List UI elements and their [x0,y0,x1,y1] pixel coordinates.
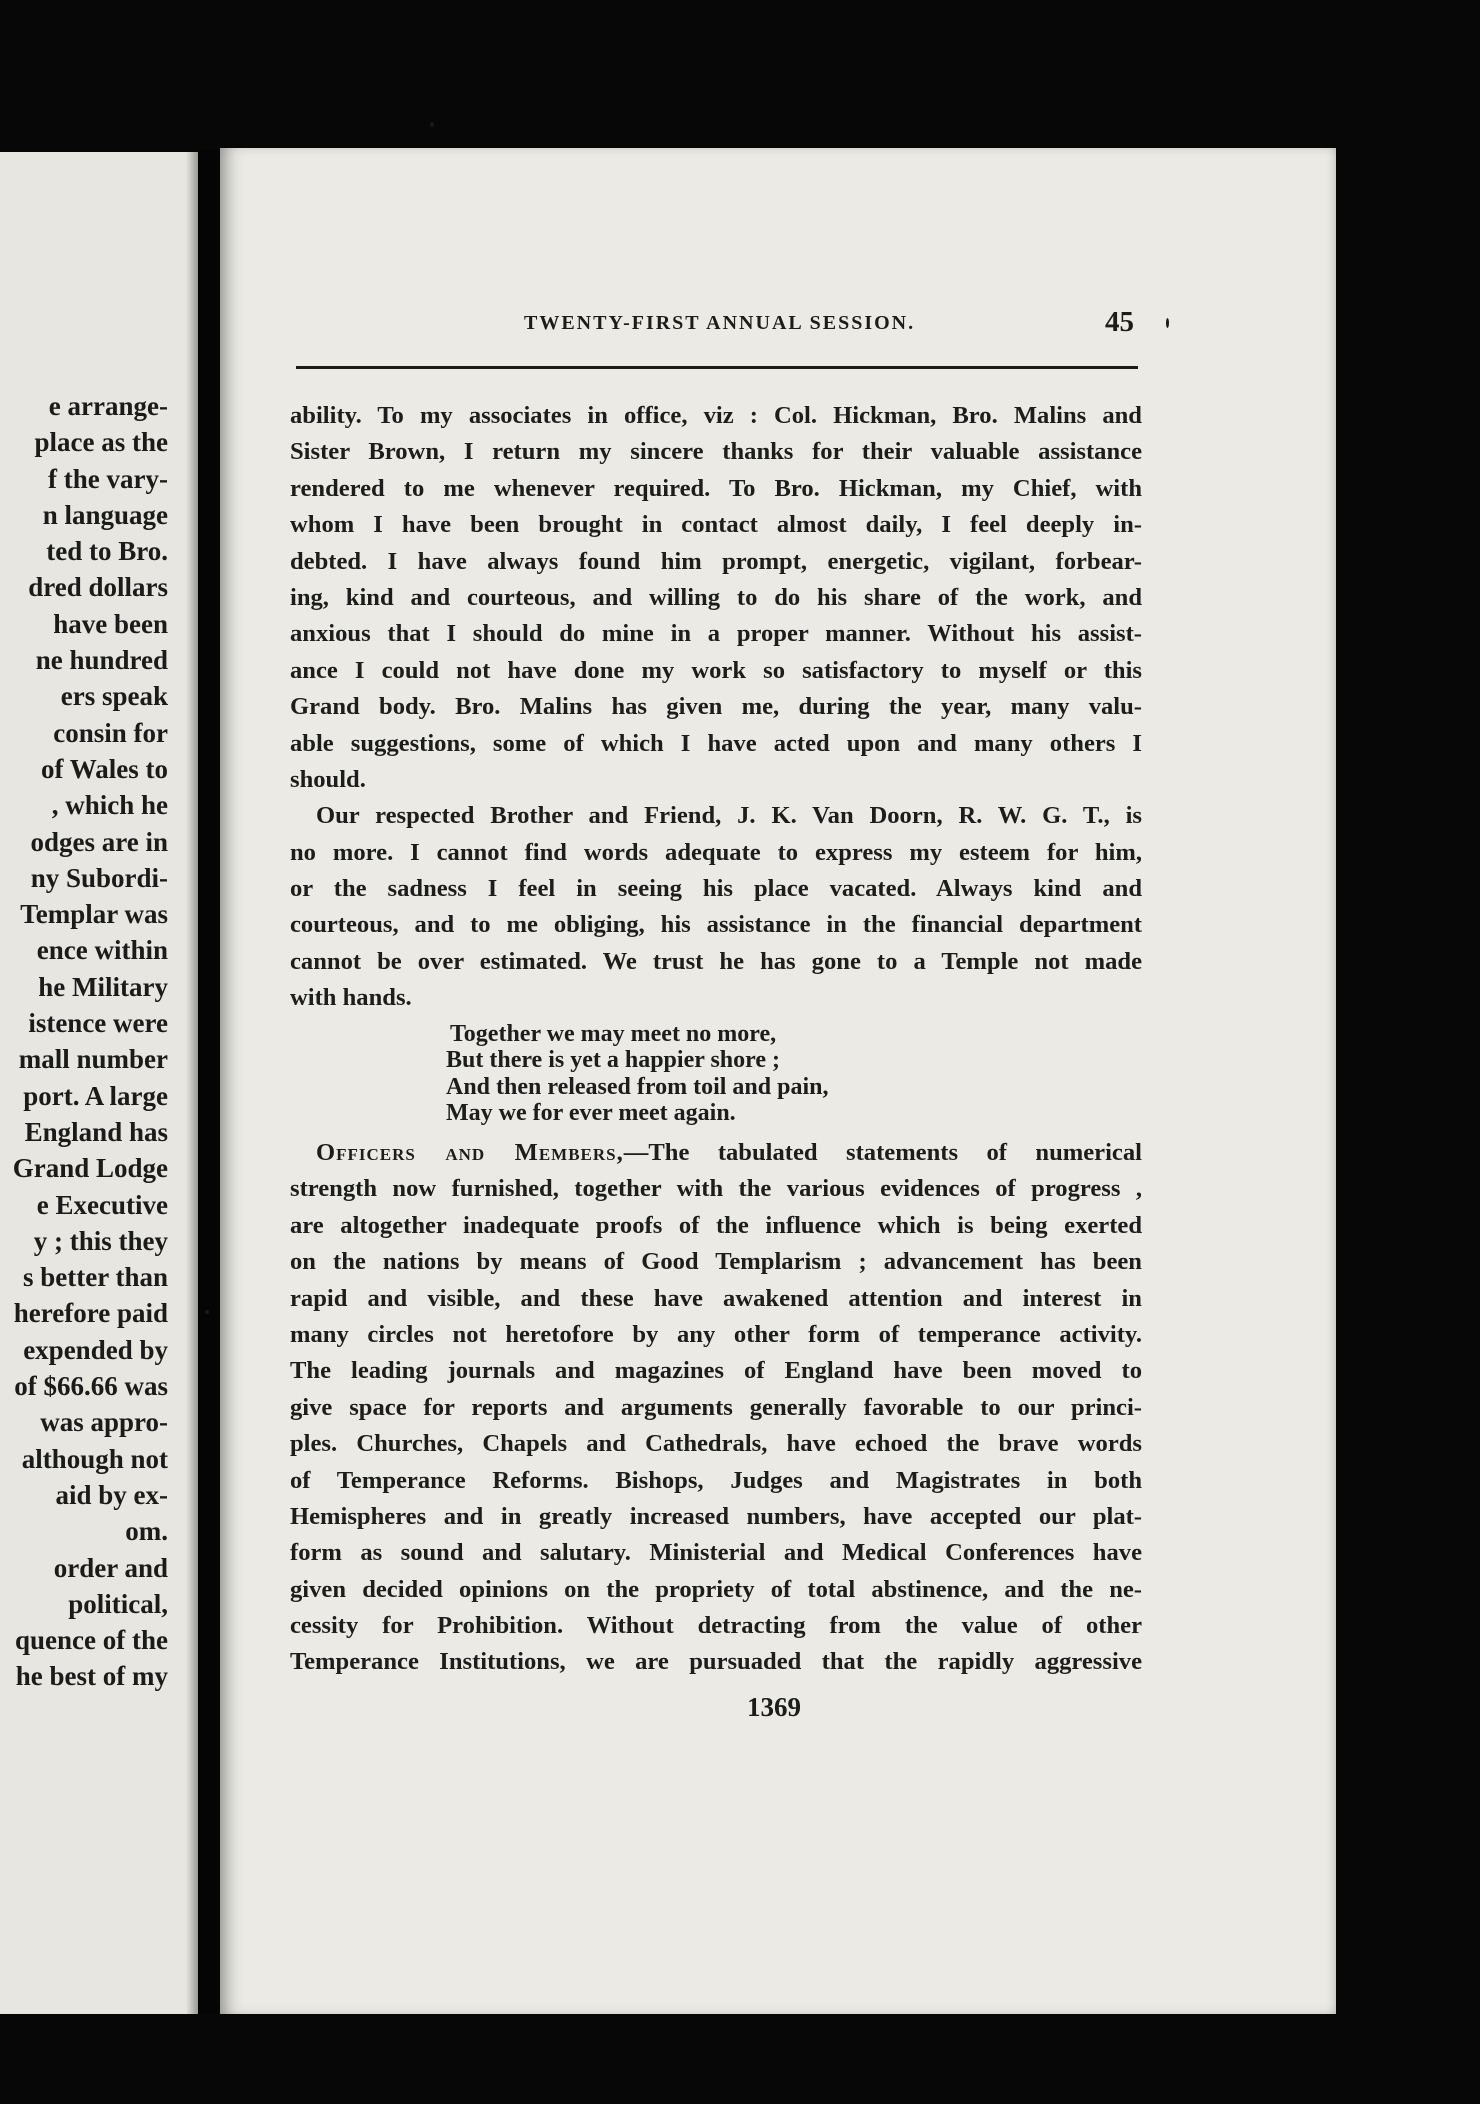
book-spine-shadow [198,150,220,2014]
previous-page-line: Grand Lodge [12,1153,168,1184]
scan-speck [205,1310,209,1314]
header-rule [296,366,1138,369]
previous-page-line: ny Subordi- [30,862,168,893]
paragraph-line: Hemispheres and in greatly increased numbers, have accepted our plat- [290,1502,1142,1530]
previous-page-line: om. [125,1516,168,1547]
memorial-verse [290,1017,1142,1135]
paragraph-line: form as sound and salutary. Ministerial and Medical Conferences have [290,1539,1142,1567]
previous-page-line: dred dollars [28,572,168,603]
previous-page-line: was appro- [40,1407,168,1438]
verse-line: But there is yet a happier shore ; [446,1047,780,1074]
paragraph-line: ability. To my associates in office, viz : Col. Hickman, Bro. Malins and [290,402,1142,429]
page-number: 45 [1105,306,1134,338]
paragraph-line: cannot be over estimated. We trust he has gone to a Temple not made [290,947,1142,975]
paragraph-line: ples. Churches, Chapels and Cathedrals, have echoed the brave words [290,1430,1142,1458]
paragraph-line: ing, kind and courteous, and willing to do his share of the work, and [290,583,1142,611]
previous-page-line: mall number [18,1044,168,1075]
paragraph-line: are altogether inadequate proofs of the influence which is being exerted [290,1211,1142,1239]
paragraph-line: Officers and Members,—The tabulated statements of numerical [316,1139,1142,1167]
paragraph-line: rapid and visible, and these have awakened attention and interest in [290,1284,1142,1312]
paragraph-line: whom I have been brought in contact almost daily, I feel deeply in- [290,511,1142,539]
paragraph-acknowledgements [290,398,1142,798]
paragraph-line: strength now furnished, together with the various evidences of progress , [290,1175,1142,1203]
previous-page-line: y ; this they [33,1225,168,1256]
previous-page-line: ted to Bro. [46,536,168,567]
paragraph-line: anxious that I should do mine in a proper manner. Without his assist- [290,620,1142,648]
paragraph-line: no more. I cannot find words adequate to express my esteem for him, [290,838,1142,866]
paragraph-line: Temperance Institutions, we are pursuaded that the rapidly aggressive [290,1648,1142,1676]
previous-page-line: ence within [36,935,168,966]
previous-page-fragment [0,152,198,2014]
scan-speck [430,122,434,127]
previous-page-line: he best of my [15,1661,168,1692]
page-gutter [186,152,198,2014]
previous-page-line: political, [68,1588,168,1619]
previous-page-line: e Executive [36,1189,168,1220]
paragraph-line: ance I could not have done my work so satisfactory to myself or this [290,656,1142,684]
page-body [290,398,1142,1681]
paragraph-line: should. [290,765,366,793]
paragraph-line: Our respected Brother and Friend, J. K. Van Doorn, R. W. G. T., is [316,802,1142,830]
previous-page-line: have been [53,608,168,639]
paragraph-line: cessity for Prohibition. Without detracting from the value of other [290,1612,1142,1640]
paragraph-line: or the sadness I feel in seeing his place vacated. Always kind and [290,875,1142,903]
previous-page-line: , which he [51,790,168,821]
previous-page-line: of Wales to [41,753,168,784]
paragraph-line: many circles not heretofore by any other form of temperance activity. [290,1320,1142,1348]
previous-page-line: istence were [28,1008,168,1039]
previous-page-line: port. A large [23,1080,168,1111]
paragraph-line: rendered to me whenever required. To Bro. Hickman, my Chief, with [290,474,1142,502]
paragraph-line: give space for reports and arguments generally favorable to our princi- [290,1393,1142,1421]
previous-page-line: England has [24,1116,168,1147]
previous-page-line: s better than [23,1262,168,1293]
previous-page-line: aid by ex- [55,1479,168,1510]
running-head-title: TWENTY-FIRST ANNUAL SESSION. [524,312,916,334]
paragraph-line: courteous, and to me obliging, his assistance in the financial department [290,911,1142,939]
previous-page-line: ne hundred [35,645,168,676]
previous-page-line: he Military [38,971,168,1002]
previous-page-line: ers speak [60,681,168,712]
previous-page-text [13,388,168,1695]
paragraph-line: with hands. [290,984,412,1012]
paragraph-van-doorn [290,798,1142,1016]
previous-page-line: order and [53,1552,168,1583]
paragraph-line: debted. I have always found him prompt, energetic, vigilant, forbear- [290,547,1142,575]
previous-page-line: expended by [23,1334,168,1365]
previous-page-line: odges are in [30,826,168,857]
previous-page-line: herefore paid [13,1298,168,1329]
previous-page-line: of $66.66 was [14,1371,168,1402]
section-heading: Officers and Members, [316,1139,624,1167]
previous-page-line: e arrange- [48,391,168,421]
previous-page-line: place as the [34,427,168,458]
previous-page-line: consin for [53,717,168,748]
previous-page-line: although not [21,1443,168,1474]
paragraph-line: Grand body. Bro. Malins has given me, during the year, many valu- [290,693,1142,721]
paragraph-line: given decided opinions on the propriety of total abstinence, and the ne- [290,1575,1142,1603]
paragraph-line: on the nations by means of Good Templarism ; advancement has been [290,1248,1142,1276]
paragraph-line: The leading journals and magazines of England have been moved to [290,1357,1142,1385]
previous-page-line: n language [42,499,168,530]
paragraph-officers-and-members [290,1135,1142,1681]
previous-page-line: quence of the [15,1625,168,1656]
verse-line: May we for ever meet again. [446,1100,736,1127]
previous-page-line: f the vary- [48,463,168,494]
verse-line: And then released from toil and pain, [446,1073,829,1100]
scan-speck [1166,318,1169,328]
paragraph-line: able suggestions, some of which I have acted upon and many others I [290,729,1142,757]
running-head [300,306,1138,352]
paragraph-line: of Temperance Reforms. Bishops, Judges and Magistrates in both [290,1466,1142,1494]
previous-page-line: Templar was [20,899,168,930]
verse-line: Together we may meet no more, [450,1020,777,1047]
signature-number: 1369 [747,1692,801,1722]
paragraph-line: Sister Brown, I return my sincere thanks for their valuable assistance [290,438,1142,466]
